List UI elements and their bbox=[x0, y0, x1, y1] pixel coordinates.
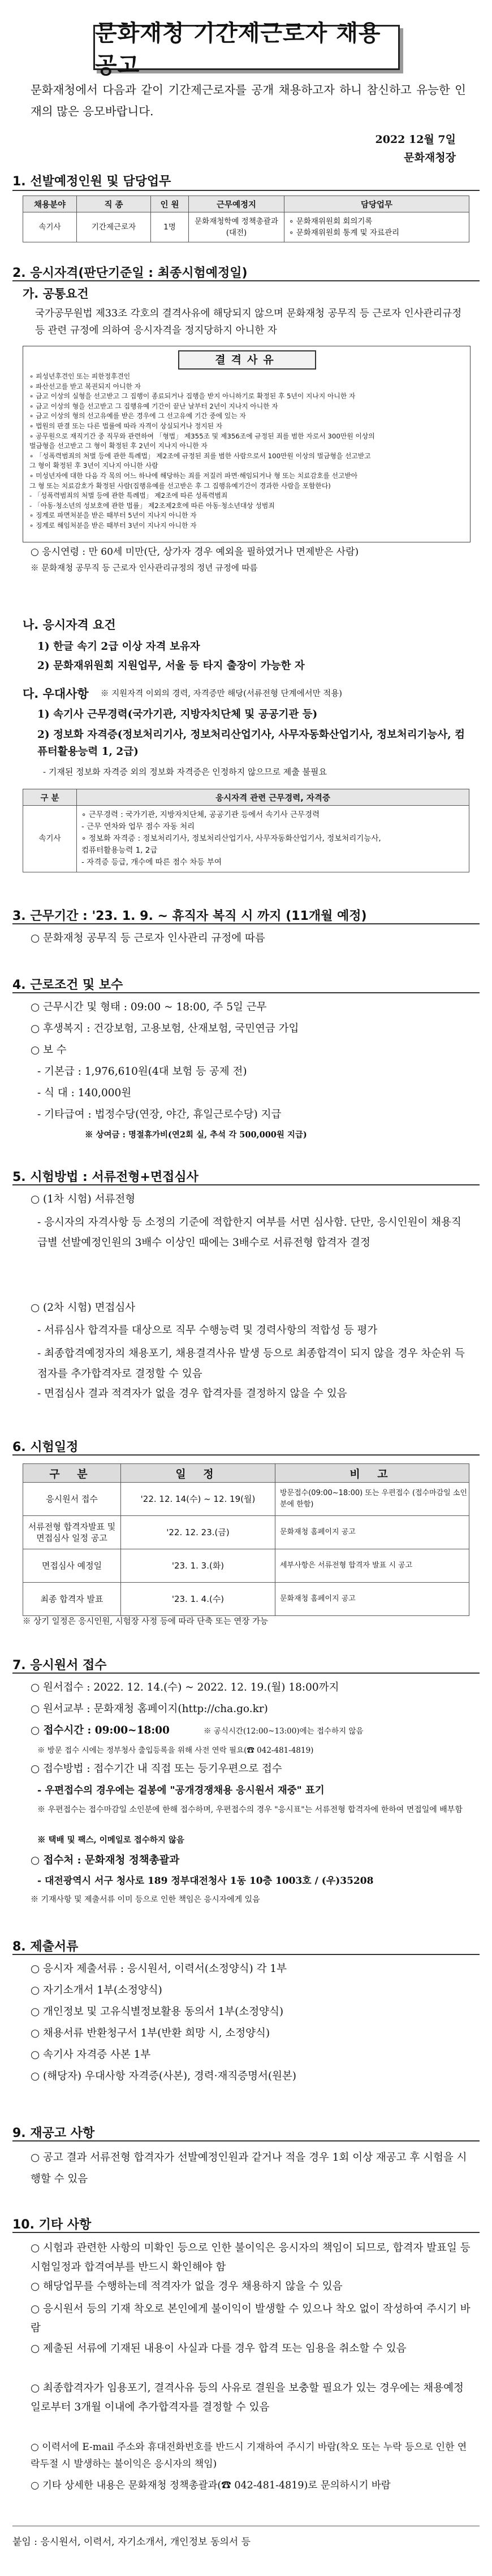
other-item: ○ 응시원서 등의 기재 착오로 본인에게 불이익이 발생할 수 있으나 착오 없이 작성하여 주시기 바람 bbox=[31, 2303, 471, 2334]
document-item: ○ 개인정보 및 고유식별정보활용 동의서 1부(소정양식) bbox=[31, 2006, 284, 2018]
list-item: ∘ 금고 이상의 실형을 선고받고 그 집행이 종료되거나 집행을 받지 아니하기로 확정된 후 5년이 지나지 아니한 자 bbox=[29, 392, 356, 401]
list-item: ∘ 법원의 판결 또는 다른 법률에 따라 자격이 상실되거나 정지된 자 bbox=[29, 422, 223, 430]
section-5-rule bbox=[12, 1184, 480, 1185]
application-time: ○ 접수시간 : 09:00~18:00 bbox=[31, 1724, 170, 1736]
disqualification-list bbox=[29, 372, 465, 531]
list-item: 그 형 또는 치료감호가 확정된 사람(집행유예를 선고받은 후 그 집행유예기간이 경과한 사람을 포함한다) bbox=[29, 481, 331, 490]
common-requirements-heading: 가. 공통요건 bbox=[23, 287, 89, 301]
welfare: ○ 후생복지 : 건강보험, 고용보험, 산재보험, 국민연금 가입 bbox=[31, 1023, 299, 1035]
positions-table bbox=[23, 196, 469, 242]
cell-note: 문화재청 홈페이지 공고 bbox=[275, 1516, 469, 1549]
list-item: ∘ 정보화 자격증 : 정보처리기사, 정보처리산업기사, 사무자동화산업기사, 정보처리기능사, bbox=[81, 834, 381, 843]
table-header: 비 고 bbox=[275, 1464, 469, 1483]
basic-pay: - 기본급 : 1,976,610원(4대 보험 등 공제 전) bbox=[37, 1066, 247, 1078]
table-header: 구 분 bbox=[23, 1464, 121, 1483]
intro-text: 문화재청에서 다음과 같이 기간제근로자를 공개 채용하고자 하니 참신하고 유능한 인재의 많은 응모바랍니다. bbox=[31, 83, 466, 118]
other-item: ○ 기타 상세한 내용은 문화재청 정책총괄과(☎ 042-481-4819)로 문의하시기 바람 bbox=[31, 2480, 391, 2491]
section-4-rule bbox=[12, 992, 480, 993]
list-item: 컴퓨터활용능력 1, 2급 bbox=[81, 846, 158, 855]
re-notice-text: ○ 공고 결과 서류전형 합격자가 선발예정인원과 같거나 적을 경우 1회 이상 재공고 후 시험을 시행할 수 있음 bbox=[31, 2152, 467, 2185]
title-box bbox=[93, 20, 400, 79]
second-exam-title: ○ (2차 시험) 면접심사 bbox=[31, 1302, 136, 1314]
table-header: 근무예정지 bbox=[189, 196, 284, 212]
table-header: 인 원 bbox=[151, 196, 189, 212]
list-item: ∘ 금고 이상의 형의 선고유예를 받은 경우에 그 선고유예 기간 중에 있는 자 bbox=[29, 412, 246, 420]
schedule-table bbox=[23, 1463, 469, 1616]
application-place: ○ 접수처 : 문화재청 정책총괄과 bbox=[31, 1854, 180, 1866]
list-item: - 근무 연차와 업무 점수 자동 처리 bbox=[81, 822, 195, 831]
list-item: ∘ 피성년후견인 또는 피한정후견인 bbox=[29, 372, 131, 380]
preference-table bbox=[23, 789, 469, 872]
application-address: - 대전광역시 서구 청사로 189 정부대전청사 1동 10층 1003호 / (우)35208 bbox=[37, 1875, 374, 1887]
common-requirements-text: 국가공무원법 제33조 각호의 결격사유에 해당되지 않으며 문화재청 공무직 등 근로자 인사관리규정 등 관련 규정에 의하여 응시자격을 정지당하지 아니한 자 bbox=[35, 308, 462, 336]
cell-date: '22. 12. 23.(금) bbox=[121, 1516, 275, 1549]
document-item: ○ 응시자 제출서류 : 응시원서, 이력서(소정양식) 각 1부 bbox=[31, 1963, 287, 1975]
meal-allowance: - 식 대 : 140,000원 bbox=[37, 1087, 132, 1099]
schedule-footnote: ※ 상기 일정은 응시인원, 시험장 사정 등에 따라 단축 또는 연장 가능 bbox=[23, 1617, 268, 1626]
preference-extra-note: - 기재된 정보화 자격증 외의 정보화 자격증은 인정하지 않으므로 제출 불필요 bbox=[43, 767, 327, 777]
document-item: ○ 자기소개서 1부(소정양식) bbox=[31, 1984, 162, 1996]
table-row bbox=[23, 806, 469, 872]
pay-title: ○ 보 수 bbox=[31, 1044, 67, 1056]
section-2-rule bbox=[12, 280, 480, 281]
list-item: - 「성폭력범죄의 처벌 등에 관한 특례법」 제2조에 따른 성폭력범죄 bbox=[29, 492, 228, 500]
qualification-item-1: 1) 한글 속기 2급 이상 자격 보유자 bbox=[37, 641, 200, 653]
section-5-heading: 5. 시험방법 : 서류전형+면접심사 bbox=[12, 1170, 198, 1184]
bonus-note: ※ 상여금 : 명절휴가비(연2회 실, 추석 각 500,000원 지급) bbox=[85, 1130, 307, 1140]
preference-item-2: 2) 정보화 자격증(정보처리기사, 정보처리산업기사, 사무자동화산업기사, 정보처리기능사, 컴퓨터활용능력 1, 2급) bbox=[37, 729, 465, 758]
list-item: - 자격증 등급, 개수에 따른 점수 차등 부여 bbox=[81, 858, 222, 867]
application-period: ○ 원서접수 : 2022. 12. 14.(수) ~ 2022. 12. 19.(월) 18:00까지 bbox=[31, 1682, 339, 1693]
list-item: ∘ 파산선고를 받고 복권되지 아니한 자 bbox=[29, 382, 141, 390]
list-item: ∘ 징계로 해임처분을 받은 때부터 3년이 지나지 아니한 자 bbox=[29, 521, 197, 529]
table-row bbox=[23, 1583, 469, 1616]
visit-note: ※ 방문 접수 시에는 정부청사 출입등록을 위해 사전 연락 필요(☎ 042-481-4819) bbox=[37, 1746, 314, 1755]
first-exam-title: ○ (1차 시험) 서류전형 bbox=[31, 1193, 136, 1205]
other-item: ○ 시험과 관련한 사항의 미확인 등으로 인한 불이익은 응시자의 책임이 되므로, 합격자 발표일 등 시험일정과 합격여부를 반드시 확인해야 함 bbox=[31, 2242, 471, 2273]
cell-field: 속기사 bbox=[23, 212, 77, 242]
other-item: ○ 제출된 서류에 기재된 내용이 사실과 다를 경우 합격 또는 임용을 취소할 수 있음 bbox=[31, 2343, 407, 2355]
cell-duties bbox=[284, 212, 469, 242]
cell-label: 응시원서 접수 bbox=[23, 1483, 121, 1516]
section-7-rule bbox=[12, 1673, 480, 1674]
age-reference-note: ※ 문화재청 공무직 등 근로자 인사관리규정의 정년 규정에 따름 bbox=[31, 564, 258, 573]
cell-date: '23. 1. 4.(수) bbox=[121, 1583, 275, 1616]
mail-note-3: ※ 택배 및 팩스, 이메일로 접수하지 않음 bbox=[37, 1835, 184, 1845]
work-hours: ○ 근무시간 및 형태 : 09:00 ~ 18:00, 주 5일 근무 bbox=[31, 1001, 267, 1013]
cell-label: 속기사 bbox=[23, 806, 77, 872]
section-10-heading: 10. 기타 사항 bbox=[12, 2218, 92, 2232]
second-exam-text-2: - 최종합격예정자의 채용포기, 채용결격사유 발생 등으로 최종합격이 되지 않을 경우 차순위 득점자를 추가합격자로 결정할 수 있음 bbox=[37, 1348, 465, 1380]
list-item: ∘ 공무원으로 재직기간 중 직무와 관련하여 「형법」 제355조 및 제356조에 규정된 죄를 범한 자로서 300만원 이상의 bbox=[29, 432, 375, 440]
mail-note-2: ※ 우편접수는 접수마감일 소인분에 한해 접수하며, 우편접수의 경우 "응시표"는 서류전형 합격자에 한하여 면접일에 배부함 bbox=[37, 1805, 463, 1814]
second-exam-text-3: - 면접심사 결과 적격자가 없을 경우 합격자를 결정하지 않을 수 있음 bbox=[37, 1388, 347, 1400]
section-8-heading: 8. 제출서류 bbox=[12, 1940, 79, 1954]
section-6-heading: 6. 시험일정 bbox=[12, 1440, 79, 1454]
list-item: 그 형이 확정된 후 3년이 지나지 아니한 사람 bbox=[29, 462, 158, 470]
document-item: ○ 채용서류 반환청구서 1부(반환 희망 시, 소정양식) bbox=[31, 2027, 270, 2039]
other-item: ○ 이력서에 E-mail 주소와 휴대전화번호를 반드시 기재하여 주시기 바람(착오 또는 누락 등으로 인한 연락두절 시 발생하는 불이익은 응시자의 책임) bbox=[31, 2442, 467, 2470]
cell-date: '23. 1. 3.(화) bbox=[121, 1549, 275, 1583]
list-item: ∘ 「성폭력범죄의 처벌 등에 관한 특례법」 제2조에 규정된 죄를 범한 사람으로서 100만원 이상의 벌금형을 선고받고 bbox=[29, 451, 371, 460]
other-item: ○ 최종합격자가 임용포기, 결격사유 등의 사유로 결원을 보충할 필요가 있는 경우에는 채용예정일로부터 3개월 이내에 추가합격자를 결정할 수 있음 bbox=[31, 2382, 464, 2413]
document-item: ○ 속기사 자격증 사본 1부 bbox=[31, 2049, 151, 2061]
table-header: 구 분 bbox=[23, 789, 77, 806]
section-4-heading: 4. 근로조건 및 보수 bbox=[12, 978, 123, 992]
list-item: ∘ 근무경력 : 국가기관, 지방자치단체, 공공기관 등에서 속기사 근무경력 bbox=[81, 810, 320, 819]
second-exam-text-1: - 서류심사 합격자를 대상으로 직무 수행능력 및 경력사항의 적합성 등 평가 bbox=[37, 1324, 378, 1336]
table-row bbox=[23, 1483, 469, 1516]
list-item: ∘ 미성년자에 대한 다음 각 목의 어느 하나에 해당하는 죄를 저질러 파면·해임되거나 형 또는 치료감호를 선고받아 bbox=[29, 471, 358, 480]
section-2-heading: 2. 응시자격(판단기준일 : 최종시험예정일) bbox=[12, 266, 248, 280]
cell-note: 방문접수(09:00~18:00) 또는 우편접수 (접수마감일 소인분에 한함) bbox=[275, 1483, 469, 1516]
application-method: ○ 접수방법 : 접수기간 내 직접 또는 등기우편으로 접수 bbox=[31, 1763, 282, 1775]
cell-count: 1명 bbox=[151, 212, 189, 242]
first-exam-text: - 응시자의 자격사항 등 소정의 기준에 적합한지 여부를 서면 심사함. 단만, 응시인원이 채용직급별 선발예정인원의 3배수 이상인 때에는 3배수로 서류전형 합격자 결정 bbox=[37, 1217, 461, 1249]
list-item: 벌금형을 선고받고 그 형이 확정된 후 2년이 지나지 아니한 자 bbox=[29, 442, 208, 450]
notice-organization: 문화재청장 bbox=[404, 151, 456, 164]
cell-label: 면접심사 예정일 bbox=[23, 1549, 121, 1583]
work-period-note: ○ 문화재청 공무직 등 근로자 인사관리 규정에 따름 bbox=[31, 932, 265, 944]
age-requirement: ○ 응시연령 : 만 60세 미만(단, 상가자 경우 예외을 필하였거나 면제받은 사람) bbox=[31, 546, 359, 558]
attachment-footer: 붙임 : 응시원서, 이력서, 자기소개서, 개인정보 동의서 등 bbox=[12, 2536, 251, 2548]
section-1-heading: 1. 선발예정인원 및 담당업무 bbox=[12, 175, 171, 189]
list-item: - 「아동·청소년의 성보호에 관한 법률」 제2조제2호에 따른 아동·청소년대상 성범죄 bbox=[29, 501, 275, 510]
section-8-rule bbox=[12, 1954, 480, 1955]
other-item: ○ 해당업무를 수행하는데 적격자가 없을 경우 채용하지 않을 수 있음 bbox=[31, 2280, 343, 2292]
list-item: ∘ 징계로 파면처분을 받은 때부터 5년이 지나지 아니한 자 bbox=[29, 511, 197, 520]
section-1-rule bbox=[12, 190, 480, 191]
cell-job: 기간제근로자 bbox=[77, 212, 151, 242]
table-header: 채용분야 bbox=[23, 196, 77, 212]
duty-item: ∘ 문화재위원회 통계 및 자료관리 bbox=[289, 228, 400, 237]
other-pay: - 기타급여 : 법정수당(연장, 야간, 휴일근로수당) 지급 bbox=[37, 1109, 282, 1120]
cell-label: 최종 합격자 발표 bbox=[23, 1583, 121, 1616]
cell-note: 문화재청 홈페이지 공고 bbox=[275, 1583, 469, 1616]
table-row bbox=[23, 212, 469, 242]
table-header: 직 종 bbox=[77, 196, 151, 212]
table-header: 응시자격 관련 근무경력, 자격증 bbox=[77, 789, 469, 806]
cell-place: 문화재청학예 정책총괄과(대전) bbox=[189, 212, 284, 242]
section-6-rule bbox=[12, 1454, 480, 1456]
cell-label: 서류전형 합격자발표 및 면접심사 일정 공고 bbox=[23, 1516, 121, 1549]
section-10-rule bbox=[12, 2232, 480, 2233]
qualification-item-2: 2) 문화재위원회 지원업무, 서울 등 타지 출장이 가능한 자 bbox=[37, 660, 305, 672]
preference-heading: 다. 우대사항 bbox=[23, 687, 89, 701]
section-7-heading: 7. 응시원서 접수 bbox=[12, 1658, 107, 1673]
section-9-heading: 9. 재공고 사항 bbox=[12, 2126, 95, 2140]
table-header: 일 정 bbox=[121, 1464, 275, 1483]
qualification-heading: 나. 응시자격 요건 bbox=[23, 618, 116, 632]
mail-note-1: - 우편접수의 경우에는 겉봉에 "공개경쟁채용 응시원서 재중" 표기 bbox=[37, 1785, 325, 1796]
application-time-note: ※ 공식시간(12:00~13:00)에는 접수하지 않음 bbox=[204, 1727, 364, 1736]
section-9-rule bbox=[12, 2140, 480, 2141]
cell-note: 세부사항은 서류전형 합격자 발표 시 공고 bbox=[275, 1549, 469, 1583]
preference-item-1: 1) 속기사 근무경력(국가기관, 지방자치단체 및 공공기관 등) bbox=[37, 709, 318, 720]
return-note: ※ 기재사항 및 제출서류 이미 등으로 인한 책임은 응시자에게 있음 bbox=[31, 1895, 260, 1904]
notice-date: 2022 12월 7일 bbox=[375, 133, 456, 146]
document-item: ○ (해당자) 우대사항 자격증(사본), 경력·재직증명서(원본) bbox=[31, 2070, 297, 2082]
cell-details bbox=[77, 806, 469, 872]
table-header: 담당업무 bbox=[284, 196, 469, 212]
list-item: ∘ 금고 이상의 형을 선고받고 그 집행유예 기간이 끝난 날부터 2년이 지나지 아니한 자 bbox=[29, 402, 278, 410]
section-3-rule bbox=[12, 923, 480, 924]
section-3-heading: 3. 근무기간 : '23. 1. 9. ~ 휴직자 복직 시 까지 (11개월 예정) bbox=[12, 909, 367, 923]
table-row bbox=[23, 1549, 469, 1583]
duty-item: ∘ 문화재위원회 회의기록 bbox=[289, 217, 373, 226]
table-row bbox=[23, 1516, 469, 1549]
page-title: 문화재청 기간제근로자 채용 공고 bbox=[95, 20, 381, 79]
disqualification-title: 결격사유 bbox=[178, 350, 316, 370]
application-form: ○ 원서교부 : 문화재청 홈페이지(http://cha.go.kr) bbox=[31, 1703, 268, 1715]
preference-note: ※ 지원자격 이외의 경력, 자격증만 해당(서류전형 단계에서만 적용) bbox=[101, 689, 342, 698]
cell-date: '22. 12. 14(수) ~ 12. 19(월) bbox=[121, 1483, 275, 1516]
